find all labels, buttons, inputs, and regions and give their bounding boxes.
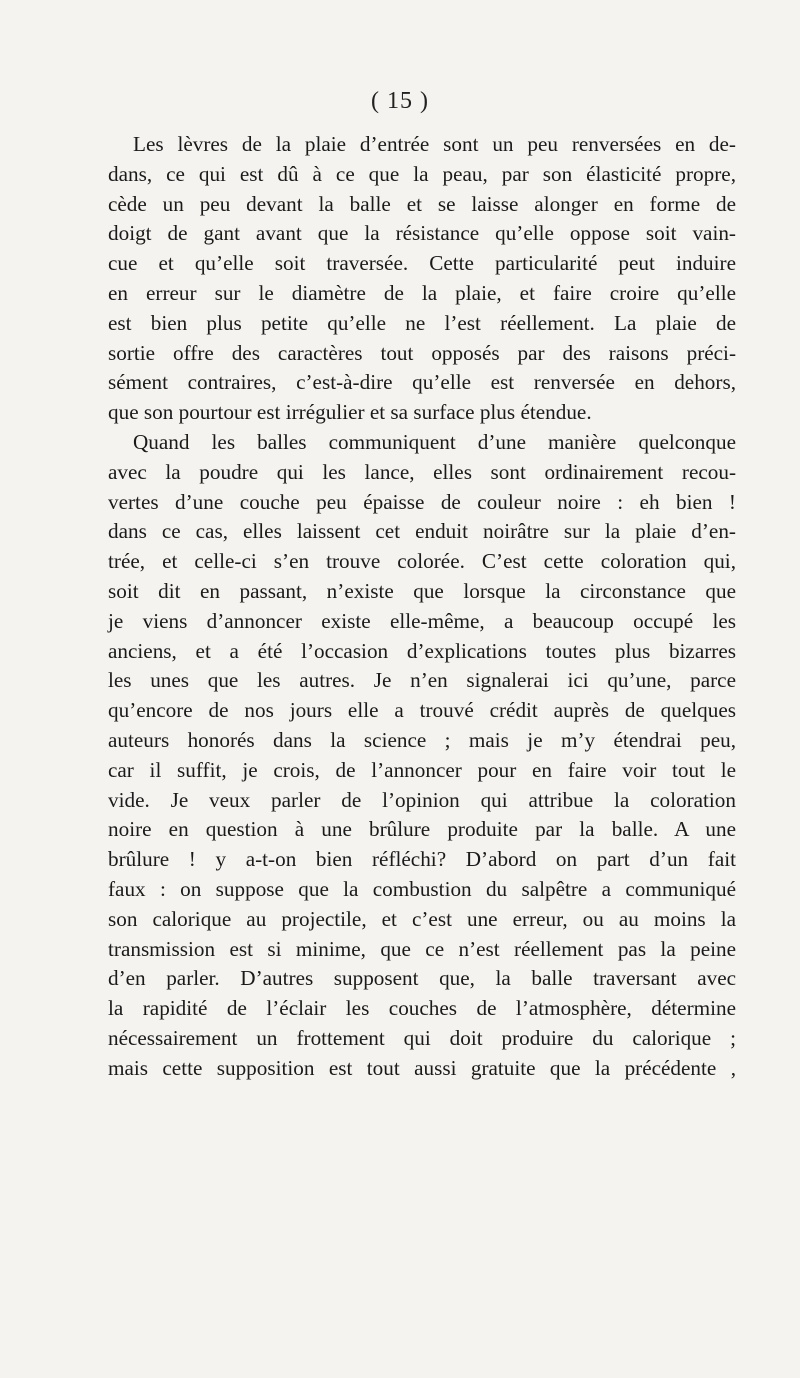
text-line: car il suffit, je crois, de l’annoncer pour en faire voir tout le xyxy=(108,757,736,782)
text-line: cède un peu devant la balle et se laisse alonger en forme de xyxy=(108,191,736,216)
text-line: la rapidité de l’éclair les couches de l’atmosphère, détermine xyxy=(108,996,736,1021)
text-line: d’en parler. D’autres supposent que, la balle traversant avec xyxy=(108,966,736,991)
text-line: brûlure ! y a-t-on bien réfléchi? D’abord on part d’un fait xyxy=(108,847,736,872)
text-line: transmission est si minime, que ce n’est réellement pas la peine xyxy=(108,936,736,961)
text-line: faux : on suppose que la combustion du salpêtre a communiqué xyxy=(108,876,736,901)
text-line: sément contraires, c’est-à-dire qu’elle est renversée en dehors, xyxy=(108,370,736,395)
text-line: nécessairement un frottement qui doit produire du calorique ; xyxy=(108,1025,736,1050)
text-line: Les lèvres de la plaie d’entrée sont un peu renversées en de- xyxy=(133,132,736,156)
text-line: dans, ce qui est dû à ce que la peau, par son élasticité propre, xyxy=(108,161,736,186)
text-line: noire en question à une brûlure produite par la balle. A une xyxy=(108,817,736,842)
text-line: vide. Je veux parler de l’opinion qui attribue la coloration xyxy=(108,787,736,812)
text-line: anciens, et a été l’occasion d’explications toutes plus bizarres xyxy=(108,638,736,663)
text-line: doigt de gant avant que la résistance qu’elle oppose soit vain- xyxy=(108,221,736,246)
text-line: mais cette supposition est tout aussi gratuite que la précédente , xyxy=(108,1055,736,1080)
text-line: Quand les balles communiquent d’une manière quelconque xyxy=(133,429,736,454)
text-line: que son pourtour est irrégulier et sa surface plus étendue. xyxy=(108,400,592,425)
text-line: qu’encore de nos jours elle a trouvé crédit auprès de quelques xyxy=(108,698,736,723)
text-line: sortie offre des caractères tout opposés par des raisons préci- xyxy=(108,340,736,365)
text-line: dans ce cas, elles laissent cet enduit noirâtre sur la plaie d’en- xyxy=(108,519,736,544)
text-line: en erreur sur le diamètre de la plaie, et faire croire qu’elle xyxy=(108,280,736,305)
text-line: avec la poudre qui les lance, elles sont ordinairement recou- xyxy=(108,459,736,484)
text-line: auteurs honorés dans la science ; mais je m’y étendrai peu, xyxy=(108,727,736,752)
body-text xyxy=(108,130,736,1084)
text-line: les unes que les autres. Je n’en signalerai ici qu’une, parce xyxy=(108,668,736,693)
text-line: soit dit en passant, n’existe que lorsque la circonstance que xyxy=(108,578,736,603)
text-line: cue et qu’elle soit traversée. Cette particularité peut induire xyxy=(108,251,736,276)
text-line: je viens d’annoncer existe elle-même, a beaucoup occupé les xyxy=(108,608,736,633)
text-line: trée, et celle-ci s’en trouve colorée. C’est cette coloration qui, xyxy=(108,549,736,574)
text-line: son calorique au projectile, et c’est une erreur, ou au moins la xyxy=(108,906,736,931)
page-number: ( 15 ) xyxy=(371,88,429,114)
text-line: vertes d’une couche peu épaisse de couleur noire : eh bien ! xyxy=(108,489,736,514)
text-line: est bien plus petite qu’elle ne l’est réellement. La plaie de xyxy=(108,310,736,335)
